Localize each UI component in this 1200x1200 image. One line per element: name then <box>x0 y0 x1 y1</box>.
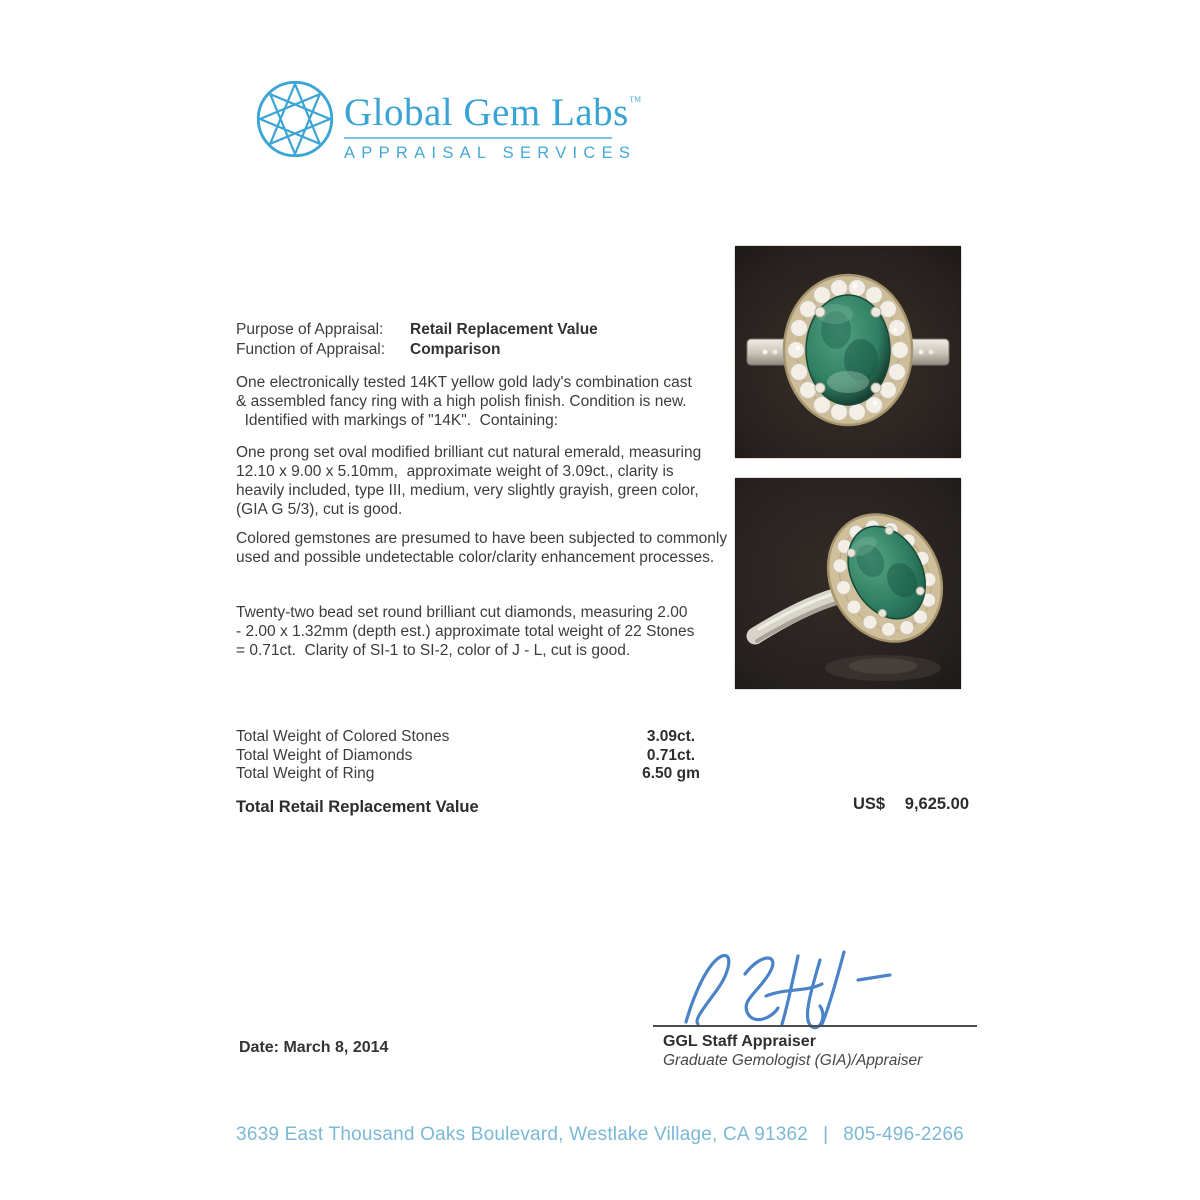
total-label: Total Weight of Ring <box>236 765 375 782</box>
grand-total-label: Total Retail Replacement Value <box>236 798 479 816</box>
grand-total-currency: US$ <box>853 795 886 813</box>
brand-wordmark: Global Gem Labs <box>344 91 629 134</box>
signature-line <box>653 1025 977 1027</box>
description-line: = 0.71ct. Clarity of SI-1 to SI-2, color of J - L, cut is good. <box>236 642 631 659</box>
ring-band-right <box>907 339 949 365</box>
appraiser-name: GGL Staff Appraiser <box>663 1033 816 1050</box>
description-line: 12.10 x 9.00 x 5.10mm, approximate weight of 3.09ct., clarity is <box>236 463 674 480</box>
brand-name <box>344 80 642 134</box>
ring-photo-side-view <box>735 478 961 689</box>
description-line: & assembled fancy ring with a high polish finish. Condition is new. <box>236 393 687 410</box>
brand-subtitle: APPRAISAL SERVICES <box>344 144 637 162</box>
total-label: Total Weight of Diamonds <box>236 746 413 764</box>
total-row-colored-stones <box>236 728 742 747</box>
description-paragraph-emerald <box>236 443 736 519</box>
weight-totals <box>236 728 742 784</box>
footer-contact <box>0 1124 1200 1146</box>
total-value: 0.71ct. <box>646 746 696 764</box>
appraisal-meta <box>236 320 598 359</box>
purpose-label: Purpose of Appraisal: <box>236 321 384 338</box>
appraiser-credentials: Graduate Gemologist (GIA)/Appraiser <box>663 1052 923 1069</box>
footer-separator: | <box>823 1124 829 1145</box>
description-line: Identified with markings of "14K". Containing: <box>236 412 559 429</box>
appraiser-signature <box>648 948 978 1030</box>
description-paragraph-disclaimer <box>236 529 736 567</box>
description-line: One electronically tested 14KT yellow gold lady's combination cast <box>236 374 692 391</box>
appraisal-date: Date: March 8, 2014 <box>239 1039 389 1056</box>
description-line: Twenty-two bead set round brilliant cut diamonds, measuring 2.00 <box>236 604 688 621</box>
function-value: Comparison <box>410 340 501 358</box>
description-line: used and possible undetectable color/clarity enhancement processes. <box>236 549 715 566</box>
total-value: 3.09ct. <box>646 728 696 745</box>
footer-phone: 805-496-2266 <box>843 1124 964 1145</box>
total-row-diamonds <box>236 747 742 766</box>
purpose-value: Retail Replacement Value <box>410 321 598 338</box>
trademark-symbol: ™ <box>628 93 642 108</box>
description-paragraph-diamonds <box>236 603 736 660</box>
description-line: One prong set oval modified brilliant cut natural emerald, measuring <box>236 444 702 461</box>
diamond-gem-icon <box>254 78 336 160</box>
logo <box>254 76 654 166</box>
brand-underline <box>344 137 612 139</box>
description-line: heavily included, type III, medium, very slightly grayish, green color, <box>236 482 699 499</box>
total-value: 6.50 gm <box>642 765 700 782</box>
function-label: Function of Appraisal: <box>236 340 386 358</box>
meta-row-purpose <box>236 320 598 340</box>
ring-photo-top-view <box>735 246 961 458</box>
description-line: - 2.00 x 1.32mm (depth est.) approximate total weight of 22 Stones <box>236 623 695 640</box>
ring-band-left <box>747 339 789 365</box>
total-row-ring <box>236 765 742 784</box>
meta-row-function <box>236 340 598 360</box>
description-paragraph-item <box>236 373 736 430</box>
description-line: Colored gemstones are presumed to have been subjected to commonly <box>236 530 728 547</box>
total-label: Total Weight of Colored Stones <box>236 728 450 745</box>
grand-total-amount: 9,625.00 <box>904 795 969 813</box>
footer-address: 3639 East Thousand Oaks Boulevard, Westlake Village, CA 91362 <box>236 1124 809 1145</box>
description-line: (GIA G 5/3), cut is good. <box>236 501 403 518</box>
